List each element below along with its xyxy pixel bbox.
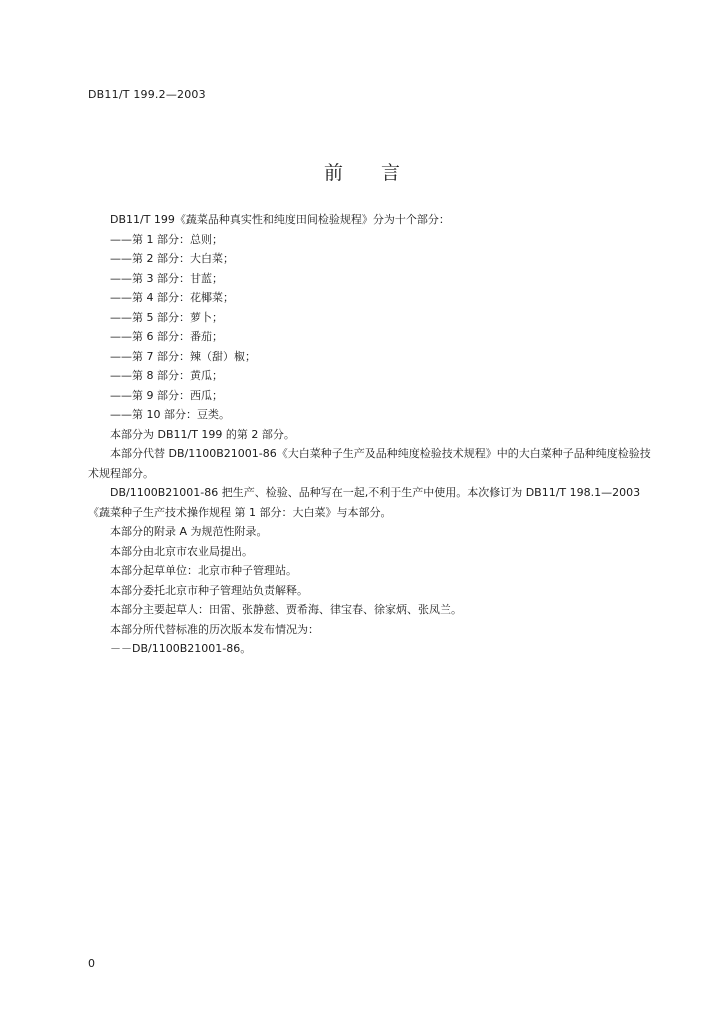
part-list-item: ——第 10 部分：豆类。 (110, 408, 230, 421)
proposer-paragraph: 本部分由北京市农业局提出。 (110, 544, 253, 558)
part-list-item: ——第 7 部分：辣（甜）椒； (110, 349, 256, 363)
page-title: 前 言 (323, 162, 400, 184)
history-list-item: －－DB/1100B21001-86。 (110, 642, 252, 655)
page-number: 0 (88, 957, 95, 970)
appendix-paragraph: 本部分的附录 A 为规范性附录。 (110, 525, 268, 538)
part-list-item: ——第 2 部分：大白菜； (110, 252, 234, 265)
replacement-paragraph: 本部分代替 DB/1100B21001-86《大白菜种子生产及品种纯度检验技术规程》中的大白菜种子品种纯度检验技术规程部分。 (88, 447, 651, 480)
interpretation-paragraph: 本部分委托北京市种子管理站负责解释。 (110, 583, 308, 597)
drafters-paragraph: 本部分主要起草人：田雷、张静慈、贾希海、律宝春、徐家炳、张凤兰。 (110, 603, 462, 616)
revision-paragraph: DB/1100B21001-86 把生产、检验、品种写在一起,不利于生产中使用。本次修订为 DB11/T 198.1—2003《蔬菜种子生产技术操作规程 第 1 部分：大白菜》与本部分。 (88, 486, 641, 519)
foreword-body (88, 210, 658, 659)
history-intro-paragraph: 本部分所代替标准的历次版本发布情况为： (110, 622, 319, 636)
part-list-item: ——第 1 部分：总则； (110, 232, 223, 246)
part-list-item: ——第 8 部分：黄瓜； (110, 369, 223, 382)
part-list-item: ——第 9 部分：西瓜； (110, 388, 223, 402)
intro-paragraph: DB11/T 199《蔬菜品种真实性和纯度田间检验规程》分为十个部分： (110, 213, 450, 226)
scope-paragraph: 本部分为 DB11/T 199 的第 2 部分。 (110, 427, 295, 441)
part-list-item: ——第 6 部分：番茄； (110, 330, 223, 343)
drafting-unit-paragraph: 本部分起草单位：北京市种子管理站。 (110, 564, 297, 577)
part-list-item: ——第 3 部分：甘蓝； (110, 271, 223, 285)
part-list-item: ——第 4 部分：花椰菜； (110, 291, 234, 304)
standard-code-header: DB11/T 199.2—2003 (88, 88, 206, 101)
part-list-item: ——第 5 部分：萝卜； (110, 310, 223, 324)
